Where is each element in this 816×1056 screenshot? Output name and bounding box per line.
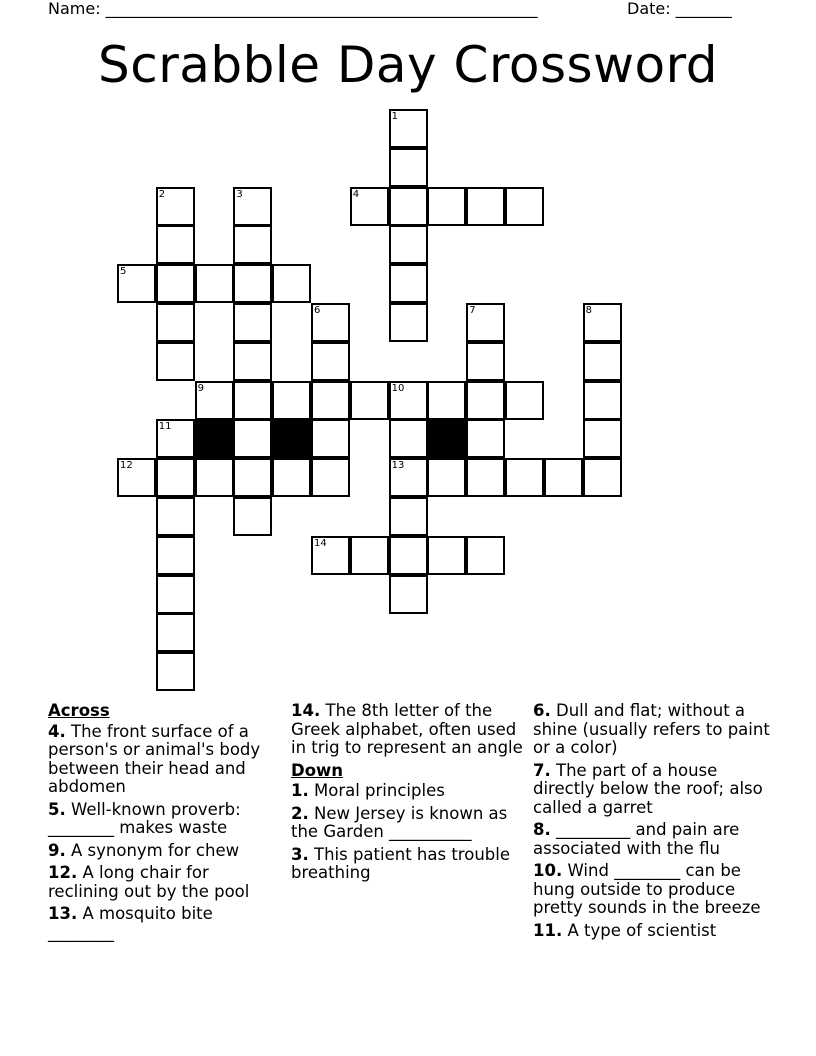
grid-cell[interactable] <box>156 536 195 575</box>
grid-cell[interactable] <box>311 303 350 342</box>
grid-cell[interactable] <box>427 536 466 575</box>
grid-cell[interactable] <box>156 225 195 264</box>
cell-number: 2 <box>158 188 166 200</box>
grid-cell[interactable] <box>389 458 428 497</box>
grid-cell[interactable] <box>583 419 622 458</box>
grid-cell[interactable] <box>583 381 622 420</box>
grid-cell[interactable] <box>233 497 272 536</box>
clue-down-2: 2. New Jersey is known as the Garden __________ <box>291 803 508 841</box>
grid-cell[interactable] <box>233 458 272 497</box>
grid-cell[interactable] <box>195 458 234 497</box>
grid-cell[interactable] <box>311 419 350 458</box>
grid-cell[interactable] <box>311 458 350 497</box>
down-heading: Down <box>291 760 344 780</box>
clue-across-12: 12. A long chair for reclining out by the pool <box>48 863 250 901</box>
cell-number: 4 <box>352 188 360 200</box>
grid-cell[interactable] <box>389 419 428 458</box>
grid-cell[interactable] <box>233 303 272 342</box>
grid-cell[interactable] <box>156 342 195 381</box>
grid-cell[interactable] <box>156 497 195 536</box>
clues-column-3 <box>533 702 773 940</box>
grid-cell[interactable] <box>466 536 505 575</box>
clue-across-5: 5. Well-known proverb: ________ makes waste <box>48 799 241 837</box>
grid-cell[interactable] <box>389 381 428 420</box>
clue-across-14: 14. The 8th letter of the Greek alphabet, often used in trig to represent an angle <box>291 701 523 757</box>
grid-cell[interactable] <box>350 187 389 226</box>
cell-number: 3 <box>236 188 243 200</box>
grid-cell[interactable] <box>156 575 195 614</box>
grid-cell[interactable] <box>156 613 195 652</box>
grid-cell[interactable] <box>311 536 350 575</box>
grid-cell[interactable] <box>233 264 272 303</box>
black-cell <box>427 419 466 458</box>
cell-number: 14 <box>314 537 327 549</box>
grid-cell[interactable] <box>389 497 428 536</box>
grid-cell[interactable] <box>427 381 466 420</box>
grid-cell[interactable] <box>195 264 234 303</box>
grid-cell[interactable] <box>427 458 466 497</box>
grid-cell[interactable] <box>233 187 272 226</box>
grid-cell[interactable] <box>233 342 272 381</box>
grid-cell[interactable] <box>389 303 428 342</box>
clue-down-11: 11. A type of scientist <box>533 920 717 940</box>
cell-number: 6 <box>314 305 321 316</box>
grid-cell[interactable] <box>272 381 311 420</box>
grid-cell[interactable] <box>156 303 195 342</box>
grid-cell[interactable] <box>505 187 544 226</box>
cell-number: 7 <box>469 305 476 316</box>
cell-number: 1 <box>391 111 398 122</box>
grid-cell[interactable] <box>233 419 272 458</box>
cell-number: 11 <box>158 421 172 433</box>
clue-down-10: 10. Wind ________ can be hung outside to produce pretty sounds in the breeze <box>533 861 761 917</box>
grid-cell[interactable] <box>544 458 583 497</box>
clue-down-6: 6. Dull and flat; without a shine (usually refers to paint or a color) <box>533 701 770 757</box>
grid-cell[interactable] <box>389 225 428 264</box>
cell-number: 9 <box>197 382 204 394</box>
black-cell <box>272 419 311 458</box>
clue-down-1: 1. Moral principles <box>291 781 445 800</box>
grid-cell[interactable] <box>350 381 389 420</box>
grid-cell[interactable] <box>272 458 311 497</box>
grid-cell[interactable] <box>427 187 466 226</box>
grid-cell[interactable] <box>389 187 428 226</box>
cell-number: 10 <box>391 382 405 394</box>
grid-cell[interactable] <box>156 264 195 303</box>
clues-column-1 <box>48 702 273 942</box>
grid-cell[interactable] <box>466 187 505 226</box>
grid-cell[interactable] <box>311 342 350 381</box>
grid-cell[interactable] <box>466 381 505 420</box>
grid-cell[interactable] <box>233 225 272 264</box>
black-cell <box>195 419 234 458</box>
grid-cell[interactable] <box>505 381 544 420</box>
grid-cell[interactable] <box>272 264 311 303</box>
across-heading: Across <box>48 701 110 720</box>
grid-cell[interactable] <box>311 381 350 420</box>
grid-cell[interactable] <box>156 652 195 691</box>
grid-cell[interactable] <box>389 575 428 614</box>
clue-across-13: 13. A mosquito bite ________ <box>48 904 213 942</box>
grid-cell[interactable] <box>389 109 428 148</box>
clues-column-2 <box>291 702 526 883</box>
grid-cell[interactable] <box>583 342 622 381</box>
clue-across-9: 9. A synonym for chew <box>48 840 240 860</box>
grid-cell[interactable] <box>389 264 428 303</box>
grid-cell[interactable] <box>583 303 622 342</box>
clue-down-3: 3. This patient has trouble breathing <box>291 844 510 882</box>
grid-cell[interactable] <box>583 458 622 497</box>
grid-cell[interactable] <box>466 342 505 381</box>
grid-cell[interactable] <box>195 381 234 420</box>
grid-cell[interactable] <box>117 264 156 303</box>
clue-down-8: 8. _________ and pain are associated with the flu <box>533 820 740 858</box>
grid-cell[interactable] <box>156 419 195 458</box>
grid-cell[interactable] <box>350 536 389 575</box>
cell-number: 13 <box>391 460 405 472</box>
grid-cell[interactable] <box>156 187 195 226</box>
cell-number: 5 <box>120 266 127 278</box>
grid-cell[interactable] <box>233 381 272 420</box>
name-field-label: Name: ______________________________________________________ <box>48 0 538 18</box>
cell-number: 8 <box>585 305 592 316</box>
grid-cell[interactable] <box>466 303 505 342</box>
clue-across-4: 4. The front surface of a person's or animal's body between their head and abdomen <box>48 721 261 796</box>
grid-cell[interactable] <box>466 458 505 497</box>
grid-cell[interactable] <box>505 458 544 497</box>
grid-cell[interactable] <box>117 458 156 497</box>
grid-cell[interactable] <box>156 458 195 497</box>
grid-cell[interactable] <box>466 419 505 458</box>
grid-cell[interactable] <box>389 536 428 575</box>
date-field-label: Date: _______ <box>627 0 732 18</box>
cell-number: 12 <box>120 460 133 472</box>
clue-down-7: 7. The part of a house directly below the roof; also called a garret <box>533 760 763 817</box>
grid-cell[interactable] <box>389 148 428 187</box>
page-title: Scrabble Day Crossword <box>97 36 719 94</box>
